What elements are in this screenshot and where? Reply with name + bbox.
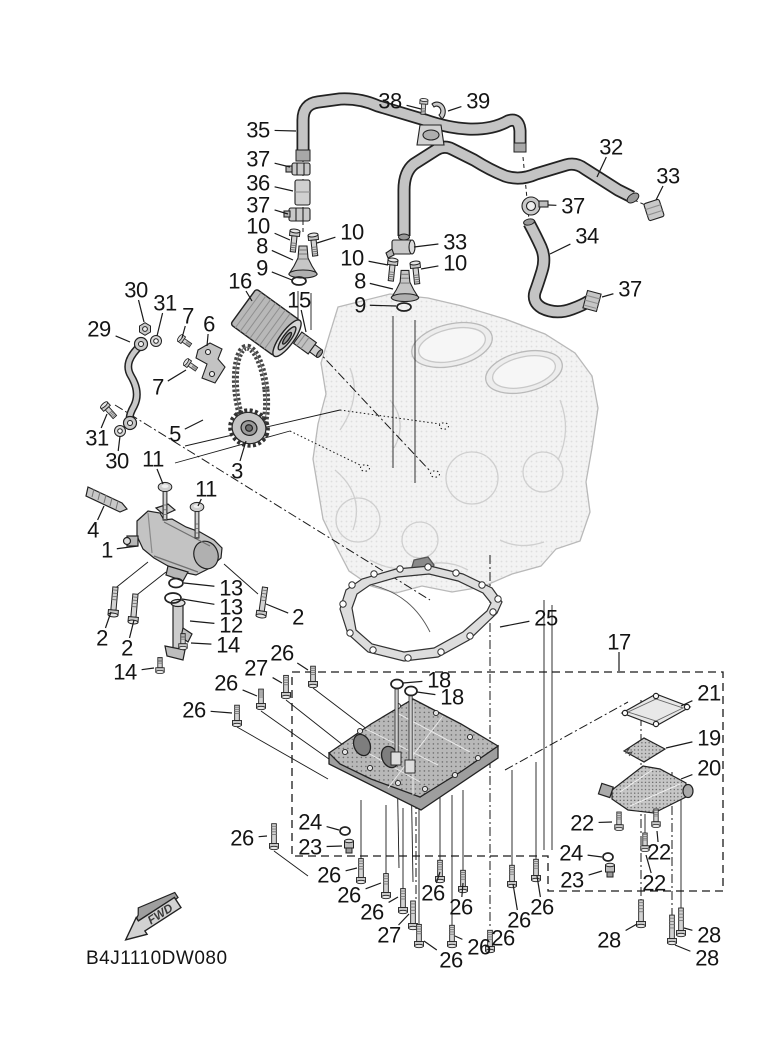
callout-number: 9 xyxy=(256,255,268,281)
fastener-boltup xyxy=(108,587,121,618)
callout-number: 26 xyxy=(360,899,384,925)
callout-number: 19 xyxy=(697,725,721,751)
oil-hose-35 xyxy=(296,99,526,161)
callout-number: 23 xyxy=(560,867,584,893)
callout-number: 37 xyxy=(618,276,642,302)
callout-number: 26 xyxy=(439,947,463,973)
callout-26 xyxy=(424,941,463,973)
callout-26 xyxy=(530,876,554,920)
callout-38 xyxy=(378,89,421,114)
callout-number: 26 xyxy=(467,934,491,960)
callout-number: 18 xyxy=(427,667,451,693)
callout-number: 29 xyxy=(87,316,111,342)
callout-number: 24 xyxy=(298,809,322,835)
callout-31 xyxy=(85,414,109,451)
callout-25 xyxy=(500,606,558,631)
callout-35 xyxy=(246,118,296,143)
callout-32 xyxy=(597,135,623,178)
callout-number: 38 xyxy=(378,88,402,114)
fastener-washer xyxy=(151,336,162,347)
callout-number: 4 xyxy=(87,517,99,543)
fastener-washer xyxy=(115,426,126,437)
callout-number: 37 xyxy=(561,193,585,219)
callout-23 xyxy=(560,868,602,893)
callout-22 xyxy=(570,811,612,836)
pipe-joint-33-center xyxy=(386,240,415,258)
oil-pipe-12 xyxy=(165,600,192,661)
callout-28 xyxy=(597,924,637,953)
fastener-boltup xyxy=(357,859,366,884)
callout-number: 10 xyxy=(340,219,364,245)
callout-number: 10 xyxy=(443,250,467,276)
callout-number: 26 xyxy=(530,894,554,920)
fastener-plug xyxy=(606,863,615,877)
callout-number: 30 xyxy=(124,277,148,303)
fastener-boltup xyxy=(282,675,291,698)
callout-number: 20 xyxy=(697,755,721,781)
fwd-arrow xyxy=(115,887,186,946)
fastener-oring xyxy=(340,827,350,835)
callout-number: 8 xyxy=(354,268,366,294)
callout-2 xyxy=(96,612,111,651)
fastener-oring xyxy=(405,687,417,696)
callout-29 xyxy=(87,317,130,343)
callout-number: 39 xyxy=(466,88,490,114)
callout-14 xyxy=(113,660,154,685)
fastener-boltup xyxy=(532,859,541,881)
callout-number: 28 xyxy=(695,945,719,971)
callout-number: 33 xyxy=(443,229,467,255)
fastener-boltdn xyxy=(410,261,422,285)
fastener-boltup xyxy=(257,689,266,710)
callout-number: 25 xyxy=(534,605,558,631)
fastener-nut xyxy=(140,323,151,336)
callout-number: 11 xyxy=(195,476,217,502)
callout-number: 36 xyxy=(246,170,270,196)
strainer-cover-21 xyxy=(622,693,690,726)
callout-number: 35 xyxy=(246,117,270,143)
callout-26 xyxy=(507,884,531,933)
callout-37 xyxy=(602,277,642,302)
callout-number: 3 xyxy=(231,458,243,484)
callout-3 xyxy=(231,441,246,484)
fastener-boltdn xyxy=(176,334,192,349)
fastener-boltup xyxy=(382,874,391,899)
callout-number: 26 xyxy=(214,670,238,696)
callout-number: 26 xyxy=(337,882,361,908)
callout-28 xyxy=(684,923,721,948)
callout-number: 10 xyxy=(246,213,270,239)
bracket-6 xyxy=(196,343,225,383)
callout-number: 28 xyxy=(697,922,721,948)
fastener-oring xyxy=(391,680,403,689)
callout-number: 11 xyxy=(142,446,164,472)
fastener-boltup xyxy=(270,824,279,850)
crankcase-ghost xyxy=(313,294,598,593)
callout-39 xyxy=(448,89,490,114)
callout-number: 18 xyxy=(440,684,464,710)
filter-fitting-15 xyxy=(294,332,326,360)
fastener-boltup xyxy=(409,901,418,930)
callout-number: 37 xyxy=(246,146,270,172)
hose-clamp-37-a xyxy=(286,163,310,175)
callout-number: 10 xyxy=(340,245,364,271)
callout-21 xyxy=(681,681,721,707)
callout-number: 1 xyxy=(101,537,113,563)
callout-11 xyxy=(195,477,217,507)
fastener-boltup xyxy=(156,658,165,674)
callout-number: 28 xyxy=(597,927,621,953)
callout-number: 7 xyxy=(182,303,194,329)
callout-37 xyxy=(246,147,290,172)
callout-26 xyxy=(230,826,267,851)
oil-pan xyxy=(329,689,498,810)
callout-number: 14 xyxy=(113,659,137,685)
callout-number: 2 xyxy=(96,625,108,651)
fastener-boltup xyxy=(436,860,445,882)
strainer-stack xyxy=(598,693,693,813)
callout-number: 26 xyxy=(491,925,515,951)
fastener-boltup xyxy=(399,889,408,914)
callout-number: 9 xyxy=(354,292,366,318)
callout-22 xyxy=(647,831,671,865)
callout-26 xyxy=(182,698,232,723)
callout-10 xyxy=(340,246,388,271)
callout-7 xyxy=(152,370,186,400)
callout-number: 15 xyxy=(287,287,311,313)
callout-number: 13 xyxy=(219,575,243,601)
callout-number: 30 xyxy=(105,448,129,474)
joint-pipe-36 xyxy=(295,180,310,205)
callout-number: 27 xyxy=(377,922,401,948)
callout-33 xyxy=(656,164,680,201)
callout-number: 32 xyxy=(599,134,623,160)
fastener-oring xyxy=(169,579,183,588)
fastener-plug xyxy=(345,839,354,853)
callout-8 xyxy=(354,269,393,294)
callout-number: 26 xyxy=(317,862,341,888)
callout-number: 2 xyxy=(292,604,304,630)
callout-number: 23 xyxy=(298,834,322,860)
callout-number: 7 xyxy=(152,374,164,400)
callout-26 xyxy=(360,897,398,925)
callout-30 xyxy=(124,278,148,323)
callout-24 xyxy=(298,810,339,835)
fastener-boltdn xyxy=(100,401,119,420)
callout-number: 12 xyxy=(219,612,243,638)
callout-10 xyxy=(421,251,467,276)
callout-10 xyxy=(317,220,364,245)
callout-number: 6 xyxy=(203,311,215,337)
callout-7 xyxy=(182,304,194,339)
callout-28 xyxy=(675,945,719,971)
callout-number: 33 xyxy=(656,163,680,189)
callout-number: 26 xyxy=(182,697,206,723)
callout-10 xyxy=(246,214,290,241)
fastener-boltup xyxy=(668,915,677,945)
fastener-boltup xyxy=(615,812,624,831)
callout-9 xyxy=(256,256,292,281)
callout-number: 37 xyxy=(246,192,270,218)
fastener-boltup xyxy=(508,865,517,887)
callout-16 xyxy=(228,269,252,302)
callout-2 xyxy=(121,620,134,661)
callout-34 xyxy=(550,224,599,255)
callout-20 xyxy=(681,756,721,781)
callout-24 xyxy=(559,841,602,866)
callout-2 xyxy=(266,604,304,630)
hose-clamp-37-c xyxy=(522,197,548,215)
callout-number: 26 xyxy=(421,880,445,906)
callout-11 xyxy=(142,447,164,485)
fastener-boltup xyxy=(309,666,318,688)
callout-19 xyxy=(666,726,721,751)
callout-17 xyxy=(607,630,631,672)
callout-number: 22 xyxy=(642,870,666,896)
callout-6 xyxy=(203,312,215,347)
hose-clamp-37-b xyxy=(284,208,310,221)
part-code-label: B4J1110DW080 xyxy=(86,948,228,969)
callout-number: 26 xyxy=(449,894,473,920)
callout-26 xyxy=(270,641,308,671)
fastener-boltup xyxy=(256,587,270,619)
callout-number: 22 xyxy=(570,810,594,836)
callout-number: 34 xyxy=(575,223,599,249)
oil-pipe-29 xyxy=(124,338,148,430)
callout-31 xyxy=(153,291,177,337)
callout-14 xyxy=(191,633,240,658)
callout-number: 26 xyxy=(270,640,294,666)
callout-number: 27 xyxy=(244,655,268,681)
fwd-arrow-label: FWD xyxy=(144,900,176,928)
callout-number: 13 xyxy=(219,594,243,620)
fastener-boltup xyxy=(637,900,646,928)
callout-number: 16 xyxy=(228,268,252,294)
fastener-oring xyxy=(603,853,613,861)
pipe-joint-33-right xyxy=(644,199,665,221)
callout-number: 21 xyxy=(697,680,721,706)
callout-number: 2 xyxy=(121,635,133,661)
fastener-boltdn xyxy=(308,233,320,257)
callout-number: 17 xyxy=(607,629,631,655)
callout-number: 8 xyxy=(256,233,268,259)
fastener-boltup xyxy=(233,705,242,727)
callout-number: 31 xyxy=(85,425,109,451)
callout-number: 26 xyxy=(230,825,254,851)
strainer-screen-19 xyxy=(624,738,665,762)
fastener-boltup xyxy=(677,908,686,937)
hose-end-fitting-37-d xyxy=(583,290,601,311)
callout-number: 14 xyxy=(216,632,240,658)
callout-number: 22 xyxy=(647,839,671,865)
callout-number: 5 xyxy=(169,421,181,447)
fastener-boltup xyxy=(128,594,141,625)
callout-number: 26 xyxy=(507,907,531,933)
callout-number: 31 xyxy=(153,290,177,316)
oil-hoses xyxy=(296,99,641,312)
callout-number: 24 xyxy=(559,840,583,866)
fastener-boltdn xyxy=(386,258,398,282)
callout-37 xyxy=(548,194,585,219)
callout-5 xyxy=(169,420,203,447)
oil-strainer-20 xyxy=(598,766,693,813)
callout-30 xyxy=(105,436,129,474)
pump-shaft-4 xyxy=(86,487,127,512)
